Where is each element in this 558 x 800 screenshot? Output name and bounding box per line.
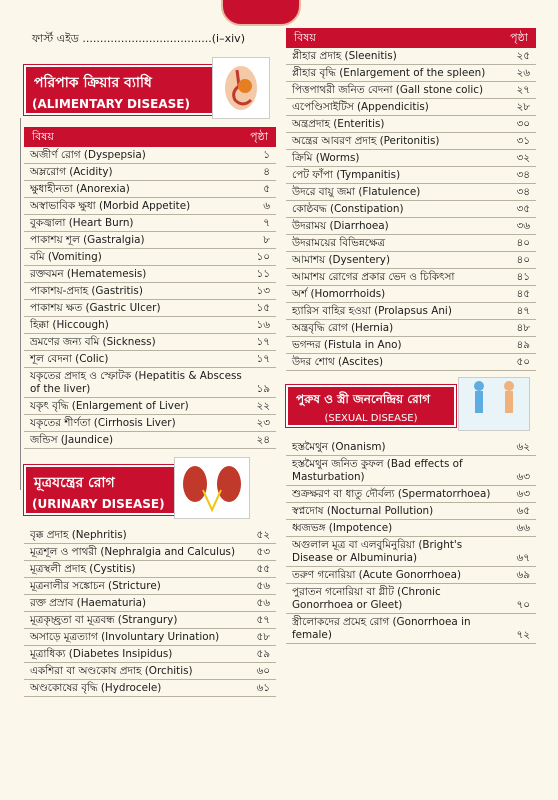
list-item — [24, 646, 276, 663]
item-page: ৫৬ — [256, 580, 270, 592]
item-title: এপেণ্ডিসাইটিস (Appendicitis) — [292, 101, 429, 113]
item-page: ৩০ — [516, 118, 530, 130]
sexual-title-en: (SEXUAL DISEASE) — [324, 413, 418, 424]
item-title: মূত্রনালীর সঙ্কোচন (Stricture) — [30, 580, 161, 592]
item-page: ১১ — [256, 268, 270, 280]
sexual-banner — [286, 377, 536, 431]
list-item — [286, 439, 536, 456]
top-tab — [221, 0, 301, 26]
list-item — [286, 218, 536, 235]
item-title: অজীর্ণ রোগ (Dyspepsia) — [30, 149, 146, 161]
item-title: পেট ফাঁপা (Tympanitis) — [292, 169, 401, 181]
list-item — [24, 680, 276, 697]
item-title: উদরাময়ের বিভিন্নক্ষেত্র — [292, 237, 385, 249]
list-item — [24, 164, 276, 181]
list-item — [286, 201, 536, 218]
item-title: অসাড়ে মূত্রত্যাগ (Involuntary Urination) — [30, 631, 220, 643]
item-title: স্ত্রীলোকদের প্রমেহ রোগ (Gonorrhoea in female) — [292, 616, 471, 641]
item-page: ৬৫ — [516, 505, 530, 517]
right-col-subject: বিষয় — [294, 30, 316, 44]
item-title: যকৃতের শীর্ণতা (Cirrhosis Liver) — [30, 417, 176, 429]
urinary-title-en: (URINARY DISEASE) — [32, 497, 165, 511]
item-page: ৪৮ — [516, 322, 530, 334]
left-border-line — [20, 118, 21, 490]
list-item — [286, 337, 536, 354]
item-page: ৩৬ — [516, 220, 530, 232]
item-title: অস্বাভাবিক ক্ষুধা (Morbid Appetite) — [30, 200, 191, 212]
item-title: উদর শোথ (Ascites) — [292, 356, 384, 368]
list-item — [286, 614, 536, 644]
list-item — [286, 116, 536, 133]
item-page: ২৪ — [256, 434, 270, 446]
item-title: ভ্রমণের জন্য বমি (Sickness) — [30, 336, 156, 348]
right-table-header — [286, 28, 536, 48]
kidney-icon — [175, 458, 249, 518]
item-page: ১৫ — [256, 302, 270, 314]
item-title: অন্ত্রবৃদ্ধি রোগ (Hernia) — [292, 322, 394, 334]
item-title: মূত্রস্থলী প্রদাহ (Cystitis) — [30, 563, 136, 575]
item-title: পুরাতন গনোরিয়া বা গ্লীট (Chronic Gonorrhoea or Gleet) — [292, 586, 441, 611]
list-item — [24, 198, 276, 215]
item-page: ৬১ — [256, 682, 270, 694]
item-page: ৩৫ — [516, 203, 530, 215]
item-page: ১৭ — [256, 353, 270, 365]
item-page: ৬ — [263, 200, 270, 212]
item-title: রক্তবমন (Hematemesis) — [30, 268, 147, 280]
item-page: ২৭ — [516, 84, 530, 96]
item-page: ৩২ — [516, 152, 530, 164]
item-page: ১০ — [256, 251, 270, 263]
list-item — [24, 300, 276, 317]
list-item — [286, 184, 536, 201]
first-aid-row — [24, 28, 276, 51]
list-item — [286, 520, 536, 537]
item-title: যকৃতের প্রদাহ ও স্ফোটক (Hepatitis & Abscess of the liver) — [30, 370, 242, 395]
item-page: ৪১ — [516, 271, 530, 283]
item-page: ১ — [263, 149, 270, 161]
list-item — [286, 235, 536, 252]
item-page: ১৯ — [256, 383, 270, 395]
list-item — [24, 266, 276, 283]
item-title: পিত্তপাথরী জনিত বেদনা (Gall stone colic) — [292, 84, 484, 96]
item-title: প্লীহার প্রদাহ (Sleenitis) — [292, 50, 397, 62]
list-item — [24, 232, 276, 249]
list-item — [24, 415, 276, 432]
item-title: যকৃৎ বৃদ্ধি (Enlargement of Liver) — [30, 400, 189, 412]
list-item — [286, 150, 536, 167]
item-title: অন্ত্রপ্রদাহ (Enteritis) — [292, 118, 385, 130]
list-item — [24, 147, 276, 164]
item-title: একশিরা বা অণ্ডকোষ প্রদাহ (Orchitis) — [30, 665, 193, 677]
item-title: কোষ্ঠবদ্ধ (Constipation) — [292, 203, 404, 215]
item-title: অণ্ডকোষের বৃদ্ধি (Hydrocele) — [30, 682, 162, 694]
right-column — [286, 28, 536, 644]
human-figures-image — [458, 377, 530, 431]
list-item — [286, 320, 536, 337]
list-item — [24, 334, 276, 351]
item-title: উদরে বায়ু জমা (Flatulence) — [292, 186, 421, 198]
item-title: প্লীহার বৃদ্ধি (Enlargement of the spleen) — [292, 67, 486, 79]
item-title: বুকজ্বালা (Heart Burn) — [30, 217, 134, 229]
list-item — [286, 486, 536, 503]
item-title: রক্ত প্রস্রাব (Haematuria) — [30, 597, 147, 609]
item-page: ৫৫ — [256, 563, 270, 575]
item-title: অন্ত্রের আবরণ প্রদাহ (Peritonitis) — [292, 135, 440, 147]
item-page: ৬০ — [256, 665, 270, 677]
item-page: ২৮ — [516, 101, 530, 113]
alimentary-col-page: পৃষ্ঠা — [250, 129, 268, 143]
item-page: ৪০ — [516, 237, 530, 249]
digestive-continued-list — [286, 48, 536, 371]
first-aid-label: ফার্স্ট এইড .....................................(i–xiv) — [32, 32, 245, 45]
urinary-list — [24, 527, 276, 697]
item-page: ৬৩ — [516, 488, 530, 500]
list-item — [24, 432, 276, 449]
item-page: ৪৭ — [516, 305, 530, 317]
item-page: ৩৪ — [516, 169, 530, 181]
item-title: শুক্রক্ষরণ বা ধাতু দৌর্বল্য (Spermatorrhoea) — [292, 488, 491, 500]
item-page: ২৫ — [516, 50, 530, 62]
list-item — [286, 456, 536, 486]
alimentary-title-en: (ALIMENTARY DISEASE) — [32, 97, 190, 111]
item-page: ৫৩ — [256, 546, 270, 558]
item-title: হ্যারিস বাহির হওয়া (Prolapsus Ani) — [292, 305, 452, 317]
item-title: উদরাময় (Diarrhoea) — [292, 220, 389, 232]
list-item — [24, 629, 276, 646]
item-page: ১৬ — [256, 319, 270, 331]
list-item — [286, 82, 536, 99]
item-page: ৫৯ — [256, 648, 270, 660]
item-page: ৩৪ — [516, 186, 530, 198]
list-item — [286, 354, 536, 371]
list-item — [286, 286, 536, 303]
digestive-system-icon — [213, 58, 269, 118]
item-title: ধ্বজভঙ্গ (Impotence) — [292, 522, 393, 534]
sexual-title-bn: পুরুষ ও স্ত্রী জননেন্দ্রিয় রোগ — [296, 392, 431, 406]
item-page: ৪০ — [516, 254, 530, 266]
item-title: অম্লরোগ (Acidity) — [30, 166, 113, 178]
item-title: অর্শ (Homorrhoids) — [292, 288, 386, 300]
list-item — [286, 167, 536, 184]
item-title: মূত্রশূল ও পাথরী (Nephralgia and Calculus) — [30, 546, 236, 558]
item-title: মূত্রাধিক্য (Diabetes Insipidus) — [30, 648, 173, 660]
item-page: ৭ — [263, 217, 270, 229]
list-item — [24, 544, 276, 561]
item-page: ৩১ — [516, 135, 530, 147]
item-title: অগুলাল মূত্র বা এলবুমিনুরিয়া (Bright's Disease or Albuminuria) — [292, 539, 463, 564]
list-item — [24, 561, 276, 578]
human-figures-icon — [459, 378, 529, 430]
digestive-system-image — [212, 57, 270, 119]
sexual-title-box — [286, 385, 456, 427]
list-item — [286, 65, 536, 82]
item-title: পাকাশয় ক্ষত (Gastric Ulcer) — [30, 302, 161, 314]
item-page: ২৬ — [516, 67, 530, 79]
left-column — [24, 28, 276, 697]
item-page: ৫৭ — [256, 614, 270, 626]
item-title: স্বপ্নদোষ (Nocturnal Pollution) — [292, 505, 434, 517]
item-title: শূল বেদনা (Colic) — [30, 353, 109, 365]
item-page: ৬৯ — [516, 569, 530, 581]
list-item — [24, 663, 276, 680]
item-page: ২২ — [256, 400, 270, 412]
item-title: পাকাশয় শূল (Gastralgia) — [30, 234, 145, 246]
item-page: ৫ — [263, 183, 270, 195]
item-title: হস্তমৈথুন জনিত কুফল (Bad effects of Masturbation) — [292, 458, 463, 483]
item-page: ৬৬ — [516, 522, 530, 534]
kidney-image — [174, 457, 250, 519]
alimentary-col-subject: বিষয় — [32, 129, 54, 143]
list-item — [286, 133, 536, 150]
item-title: ক্ষুধাহীনতা (Anorexia) — [30, 183, 130, 195]
list-item — [286, 567, 536, 584]
item-page: ৫৬ — [256, 597, 270, 609]
list-item — [286, 48, 536, 65]
list-item — [286, 584, 536, 614]
item-title: তরুণ গনোরিয়া (Acute Gonorrhoea) — [292, 569, 462, 581]
item-page: ১৩ — [256, 285, 270, 297]
item-page: ৪৯ — [516, 339, 530, 351]
list-item — [24, 398, 276, 415]
list-item — [24, 612, 276, 629]
item-title: হিক্কা (Hiccough) — [30, 319, 109, 331]
item-title: ভগন্দর (Fistula in Ano) — [292, 339, 402, 351]
list-item — [24, 283, 276, 300]
urinary-title-bn: মূত্রযন্ত্রের রোগ — [34, 475, 115, 491]
item-title: ক্রিমি (Worms) — [292, 152, 360, 164]
list-item — [286, 537, 536, 567]
item-page: ৬২ — [516, 441, 530, 453]
urinary-title-box — [24, 465, 178, 515]
item-page: ১৭ — [256, 336, 270, 348]
list-item — [286, 269, 536, 286]
item-page: ৫২ — [256, 529, 270, 541]
item-page: ৬৭ — [516, 552, 530, 564]
alimentary-list — [24, 147, 276, 449]
list-item — [24, 317, 276, 334]
list-item — [286, 503, 536, 520]
list-item — [24, 215, 276, 232]
list-item — [286, 303, 536, 320]
list-item — [24, 578, 276, 595]
item-page: ৬৩ — [516, 471, 530, 483]
item-title: আমাশয় (Dysentery) — [292, 254, 391, 266]
alimentary-banner — [24, 57, 276, 119]
item-page: ৭২ — [516, 629, 530, 641]
item-page: ৪ — [263, 166, 270, 178]
item-page: ৫৮ — [256, 631, 270, 643]
item-page: ২৩ — [256, 417, 270, 429]
item-page: ৫০ — [516, 356, 530, 368]
list-item — [286, 252, 536, 269]
list-item — [24, 351, 276, 368]
alimentary-title-box — [24, 65, 218, 115]
alimentary-title-bn: পরিপাক ক্রিয়ার ব্যাধি — [34, 75, 152, 91]
item-title: মূত্রকৃচ্ছ্রতা বা মূত্রবন্ধ (Strangury) — [30, 614, 178, 626]
item-title: বমি (Vomiting) — [30, 251, 102, 263]
list-item — [24, 527, 276, 544]
urinary-banner — [24, 457, 276, 519]
list-item — [24, 595, 276, 612]
right-col-page: পৃষ্ঠা — [510, 30, 528, 44]
item-title: পাকাশয়-প্রদাহ (Gastritis) — [30, 285, 143, 297]
item-title: হস্তমৈথুন (Onanism) — [292, 441, 386, 453]
item-title: আমাশয় রোগের প্রকার ভেদ ও চিকিৎসা — [292, 271, 455, 283]
item-page: ৭০ — [516, 599, 530, 611]
item-page: ৮ — [263, 234, 270, 246]
list-item — [24, 368, 276, 398]
list-item — [24, 181, 276, 198]
item-title: বৃক্ক প্রদাহ (Nephritis) — [30, 529, 127, 541]
sexual-list — [286, 439, 536, 644]
alimentary-table-header — [24, 127, 276, 147]
list-item — [24, 249, 276, 266]
item-page: ৪৫ — [516, 288, 530, 300]
list-item — [286, 99, 536, 116]
item-title: জন্ডিস (Jaundice) — [30, 434, 114, 446]
